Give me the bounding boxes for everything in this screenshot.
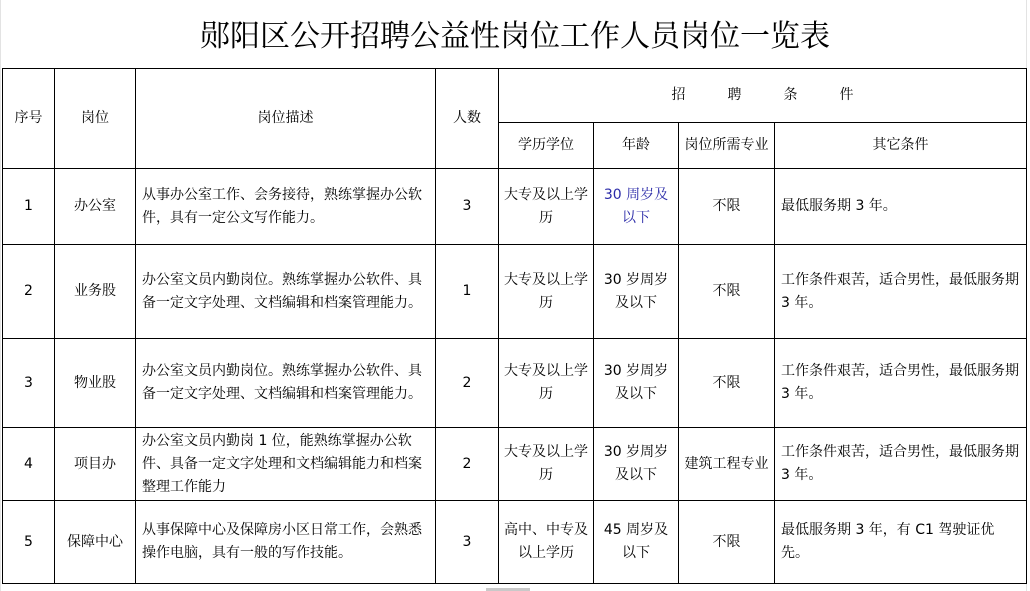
header-major: 岗位所需专业 xyxy=(679,123,775,169)
row-other: 最低服务期 3 年。 xyxy=(775,169,1027,245)
table-row xyxy=(3,501,1027,584)
row-age: 30 岁周岁及以下 xyxy=(594,245,679,339)
header-index: 序号 xyxy=(3,69,55,169)
row-post: 办公室 xyxy=(55,169,136,245)
row-index: 4 xyxy=(3,428,55,501)
row-description: 办公室文员内勤岗位。熟练掌握办公软件、具备一定文字处理、文档编辑和档案管理能力。 xyxy=(136,339,436,428)
row-count: 3 xyxy=(436,501,499,584)
row-description: 办公室文员内勤岗 1 位，能熟练掌握办公软件、具备一定文字处理和文档编辑能力和档案整理工作能力 xyxy=(136,428,436,501)
header-description: 岗位描述 xyxy=(136,69,436,169)
table-row xyxy=(3,339,1027,428)
row-major: 不限 xyxy=(679,169,775,245)
row-other: 工作条件艰苦，适合男性，最低服务期 3 年。 xyxy=(775,339,1027,428)
page-title: 郧阳区公开招聘公益性岗位工作人员岗位一览表 xyxy=(200,19,830,54)
row-count: 2 xyxy=(436,428,499,501)
table-row xyxy=(3,169,1027,245)
header-row-1 xyxy=(3,69,1027,123)
row-age: 45 周岁及以下 xyxy=(594,501,679,584)
row-description: 从事保障中心及保障房小区日常工作，会熟悉操作电脑，具有一般的写作技能。 xyxy=(136,501,436,584)
row-index: 2 xyxy=(3,245,55,339)
table-row xyxy=(3,428,1027,501)
row-major: 建筑工程专业 xyxy=(679,428,775,501)
row-other: 最低服务期 3 年，有 C1 驾驶证优先。 xyxy=(775,501,1027,584)
row-index: 5 xyxy=(3,501,55,584)
header-count: 人数 xyxy=(436,69,499,169)
row-index: 1 xyxy=(3,169,55,245)
row-education: 高中、中专及以上学历 xyxy=(499,501,594,584)
row-education: 大专及以上学历 xyxy=(499,339,594,428)
row-education: 大专及以上学历 xyxy=(499,169,594,245)
table-row xyxy=(3,245,1027,339)
row-index: 3 xyxy=(3,339,55,428)
row-post: 业务股 xyxy=(55,245,136,339)
row-count: 1 xyxy=(436,245,499,339)
header-age: 年龄 xyxy=(594,123,679,169)
row-education: 大专及以上学历 xyxy=(499,245,594,339)
row-description: 办公室文员内勤岗位。熟练掌握办公软件、具备一定文字处理、文档编辑和档案管理能力。 xyxy=(136,245,436,339)
row-description: 从事办公室工作、会务接待，熟练掌握办公软件，具有一定公文写作能力。 xyxy=(136,169,436,245)
row-count: 3 xyxy=(436,169,499,245)
header-other: 其它条件 xyxy=(775,123,1027,169)
row-major: 不限 xyxy=(679,501,775,584)
row-age: 30 岁周岁及以下 xyxy=(594,428,679,501)
row-post: 项目办 xyxy=(55,428,136,501)
header-post: 岗位 xyxy=(55,69,136,169)
row-other: 工作条件艰苦，适合男性，最低服务期 3 年。 xyxy=(775,428,1027,501)
header-conditions: 招 聘 条 件 xyxy=(499,69,1027,123)
row-count: 2 xyxy=(436,339,499,428)
header-education: 学历学位 xyxy=(499,123,594,169)
row-other: 工作条件艰苦，适合男性，最低服务期 3 年。 xyxy=(775,245,1027,339)
row-education: 大专及以上学历 xyxy=(499,428,594,501)
row-age: 30 周岁及以下 xyxy=(594,169,679,245)
row-major: 不限 xyxy=(679,245,775,339)
positions-table xyxy=(2,68,1027,584)
row-major: 不限 xyxy=(679,339,775,428)
row-post: 保障中心 xyxy=(55,501,136,584)
row-age: 30 岁周岁及以下 xyxy=(594,339,679,428)
sheet-gridline-left xyxy=(0,0,1,591)
row-post: 物业股 xyxy=(55,339,136,428)
